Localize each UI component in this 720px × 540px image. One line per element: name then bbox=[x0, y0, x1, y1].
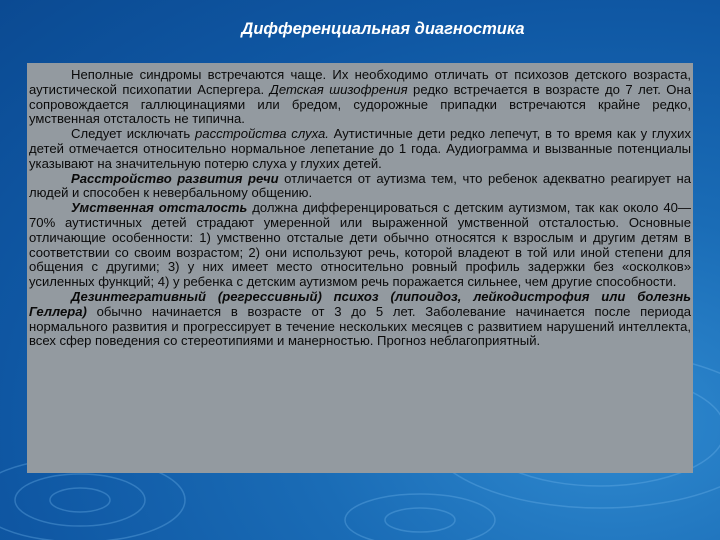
p2-text-1: Следует исключать bbox=[71, 126, 195, 142]
p5-text: обычно начинается в возрасте от 3 до 5 лет. Заболевание начинается после периода нормального развития и прогрессирует в течение нескольких месяцев с развитием нарушений интеллекта, всех сфер поведения со стереотипиями и манерностью. Прогноз неблагоприятный. bbox=[29, 303, 691, 349]
p1-text-1: Неполные синдромы встречаются чаще. Их необходимо отличать от психозов детского возраста, аутистической психопатии Аспергера. bbox=[29, 67, 691, 97]
p1-term-schizophrenia: Детская шизофрения bbox=[269, 81, 408, 97]
text-box bbox=[27, 63, 693, 473]
p2-term-hearing: расстройства слуха. bbox=[195, 126, 329, 142]
paragraph-hearing bbox=[29, 127, 691, 171]
paragraph-speech bbox=[29, 172, 691, 202]
paragraph-schizophrenia bbox=[29, 68, 691, 127]
p4-text: должна дифференцироваться с детским аутизмом, так как около 40—70% аутистичных детей страдают умеренной или выраженной умственной отсталостью. Основные отличающие особенности: 1) умственно отсталые дети обычно относятся к взрослым и другим детям в соответствии со своим возрастом; 2) они используют речь, которой владеют в той или иной степени для общения с другими; 3) у них имеет место относительно ровный профиль задержки без «осколков» усиленных функций; 4) у ребенка с детским аутизмом речь поражается сильнее, чем другие способности. bbox=[29, 200, 692, 290]
p1-text-2: редко встречается в возрасте до 7 лет. Она сопровождается галлюцинациями или бредом, судорожные припадки встречаются крайне редко, умственная отсталость не типична. bbox=[29, 81, 691, 127]
paragraph-disintegrative bbox=[29, 290, 691, 349]
p4-term-retardation: Умственная отсталость bbox=[71, 200, 248, 216]
paragraph-retardation bbox=[29, 201, 691, 290]
p3-text: отличается от аутизма тем, что ребенок адекватно реагирует на людей и способен к невербальному общению. bbox=[29, 170, 691, 201]
p5-term-disintegrative: Дезинтегративный (регрессивный) психоз (липоидоз, лейкодистрофия или болезнь Геллера) bbox=[29, 288, 691, 319]
slide-title: Дифференциальная диагностика bbox=[241, 20, 525, 38]
p3-term-speech: Расстройство развития речи bbox=[71, 170, 279, 186]
p2-text-2: Аутистичные дети редко лепечут, в то время как у глухих детей отмечается относительно нормальное лепетание до 1 года. Аудиограмма и вызванные потенциалы указывают на значительную потерю слуха у глухих детей. bbox=[29, 126, 691, 171]
